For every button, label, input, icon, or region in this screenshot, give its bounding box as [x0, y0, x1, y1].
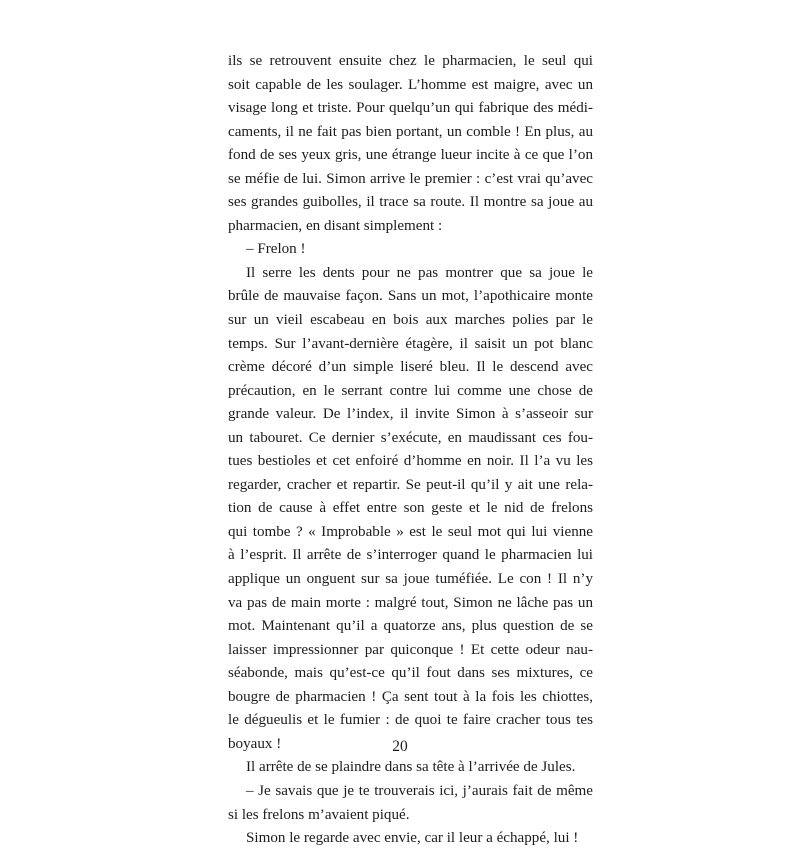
text-line: un tabouret. Ce dernier s’exécute, en maudissant ces fou-	[228, 429, 593, 446]
text-line: visage long et triste. Pour quelqu’un qui fabrique des médi-	[228, 100, 593, 117]
text-line: tues bestioles et cet enfoiré d’homme en noir. Il l’a vu les	[228, 453, 593, 470]
text-line: boyaux !	[228, 735, 282, 752]
text-line: tion de cause à effet entre son geste et le nid de frelons	[228, 500, 593, 517]
text-line: brûle de mauvaise façon. Sans un mot, l’apothicaire monte	[228, 288, 593, 305]
text-line: – Je savais que je te trouverais ici, j’aurais fait de même	[246, 782, 593, 799]
text-line: le dégueulis et le fumier : de quoi te faire cracher tous tes	[228, 712, 593, 729]
text-line: grande valeur. De l’index, il invite Simon à s’asseoir sur	[228, 406, 593, 423]
text-line: caments, il ne fait pas bien portant, un comble ! En plus, au	[228, 123, 593, 140]
text-line: fond de ses yeux gris, une étrange lueur incite à ce que l’on	[228, 147, 593, 164]
text-line: Il arrête de se plaindre dans sa tête à l’arrivée de Jules.	[246, 759, 576, 776]
text-line: applique un onguent sur sa joue tuméfiée. Le con ! Il n’y	[228, 571, 593, 588]
text-line: se méfie de lui. Simon arrive le premier : c’est vrai qu’avec	[228, 170, 593, 187]
text-line: Simon le regarde avec envie, car il leur a échappé, lui !	[246, 830, 579, 847]
text-line: sur un vieil escabeau en bois aux marches polies par le	[228, 312, 593, 329]
text-line: ils se retrouvent ensuite chez le pharmacien, le seul qui	[228, 53, 593, 69]
text-line: ses grandes guibolles, il trace sa route. Il montre sa joue au	[228, 194, 593, 211]
text-line: si les frelons m’avaient piqué.	[228, 806, 410, 823]
body-text	[228, 50, 593, 851]
text-line: précaution, en le serrant contre lui comme une chose de	[228, 382, 593, 399]
text-line: séabonde, mais qu’est-ce qu’il fout dans ses mixtures, ce	[228, 665, 593, 682]
text-line: temps. Sur l’avant-dernière étagère, il saisit un pot blanc	[228, 335, 593, 352]
text-line: regarder, cracher et repartir. Se peut-il qu’il y ait une rela-	[228, 476, 593, 493]
text-line: bougre de pharmacien ! Ça sent tout à la fois les chiottes,	[228, 688, 593, 705]
text-line: pharmacien, en disant simplement :	[228, 217, 443, 234]
text-line: – Frelon !	[246, 241, 306, 258]
text-line: soit capable de les soulager. L’homme est maigre, avec un	[228, 76, 593, 93]
text-line: va pas de main morte : malgré tout, Simon ne lâche pas un	[228, 594, 593, 611]
page-number: 20	[392, 738, 408, 755]
text-line: qui tombe ? « Improbable » est le seul mot qui lui vienne	[228, 523, 593, 540]
text-line: crème décoré d’un simple liseré bleu. Il le descend avec	[228, 359, 593, 376]
text-line: laisser impressionner par quiconque ! Et cette odeur nau-	[228, 641, 593, 658]
text-line: Il serre les dents pour ne pas montrer que sa joue le	[246, 264, 593, 281]
text-line: mot. Maintenant qu’il a quatorze ans, plus question de se	[228, 618, 593, 635]
text-line: à l’esprit. Il arrête de s’interroger quand le pharmacien lui	[228, 547, 593, 564]
